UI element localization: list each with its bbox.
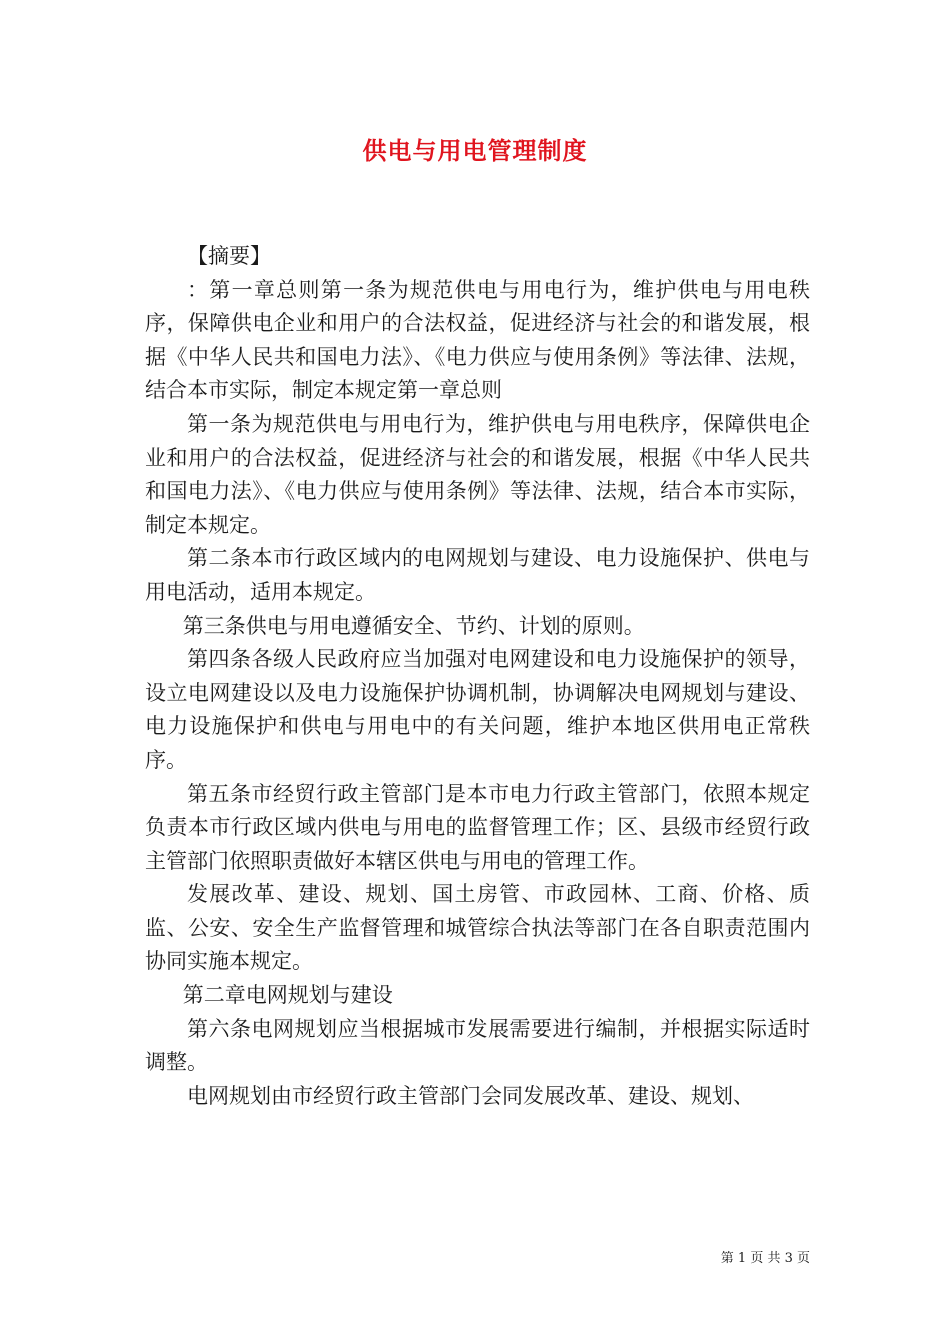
- abstract-paragraph: ：第一章总则第一条为规范供电与用电行为，维护供电与用电秩序，保障供电企业和用户的合法权益，促进经济与社会的和谐发展，根据《中华人民共和国电力法》、《电力供应与使用条例》等法律、法规，结合本市实际，制定本规定第一章总则: [145, 277, 810, 403]
- page-number: 第 1 页 共 3 页: [720, 1251, 810, 1266]
- article-1-paragraph: 第一条为规范供电与用电行为，维护供电与用电秩序，保障供电企业和用户的合法权益，促进经济与社会的和谐发展，根据《中华人民共和国电力法》、《电力供应与使用条例》等法律、法规，结合本市实际，制定本规定。: [145, 411, 810, 537]
- article-3-paragraph: 第三条供电与用电遵循安全、节约、计划的原则。: [182, 613, 645, 638]
- departments-paragraph: 发展改革、建设、规划、国土房管、市政园林、工商、价格、质监、公安、安全生产监督管理和城管综合执法等部门在各自职责范围内协同实施本规定。: [145, 882, 810, 974]
- abstract-label: 【摘要】: [187, 244, 271, 268]
- document-title: 供电与用电管理制度: [362, 136, 588, 165]
- chapter-2-heading: 第二章电网规划与建设: [182, 983, 393, 1008]
- article-4-paragraph: 第四条各级人民政府应当加强对电网建设和电力设施保护的领导，设立电网建设以及电力设施保护协调机制，协调解决电网规划与建设、电力设施保护和供电与用电中的有关问题，维护本地区供用电正常秩序。: [145, 647, 810, 772]
- article-6-paragraph: 第六条电网规划应当根据城市发展需要进行编制，并根据实际适时调整。: [145, 1016, 810, 1075]
- article-2-paragraph: 第二条本市行政区域内的电网规划与建设、电力设施保护、供电与用电活动，适用本规定。: [145, 546, 810, 604]
- grid-planning-paragraph: 电网规划由市经贸行政主管部门会同发展改革、建设、规划、: [187, 1083, 754, 1108]
- document-body: [145, 240, 810, 1113]
- article-5-paragraph: 第五条市经贸行政主管部门是本市电力行政主管部门，依照本规定负责本市行政区域内供电与用电的监督管理工作；区、县级市经贸行政主管部门依照职责做好本辖区供电与用电的管理工作。: [145, 781, 810, 873]
